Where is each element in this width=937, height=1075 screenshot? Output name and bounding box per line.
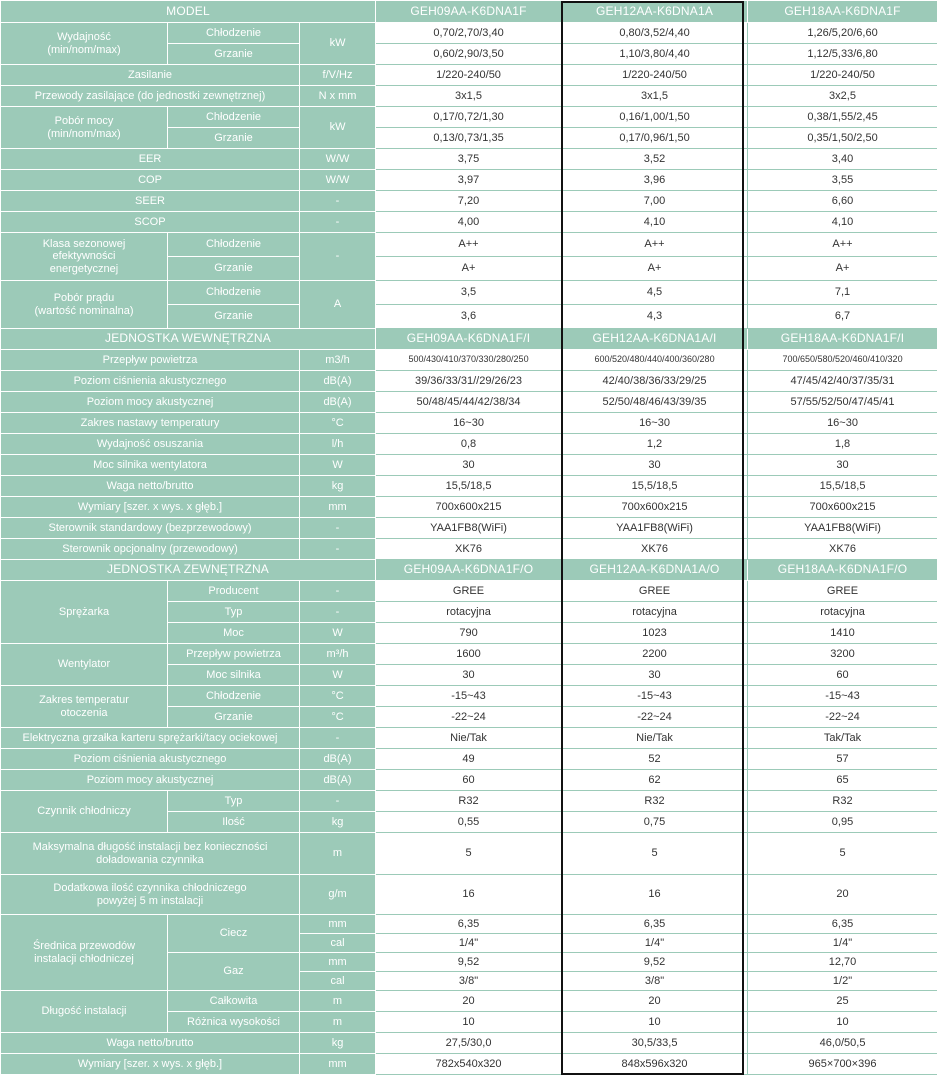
value-cell: 9,52 xyxy=(376,953,562,972)
value-cell: 0,17/0,72/1,30 xyxy=(376,107,562,128)
row-label: Maksymalna długość instalacji bez konieczności doładowania czynnika xyxy=(1,833,300,875)
row-label: EER xyxy=(1,149,300,170)
value-cell: 1,10/3,80/4,40 xyxy=(562,44,748,65)
value-cell: 700/650/580/520/460/410/320 xyxy=(748,350,937,371)
unit-cell: mm xyxy=(300,915,376,934)
row-label: Poziom mocy akustycznej xyxy=(1,770,300,791)
value-cell: 5 xyxy=(562,833,748,875)
value-cell: 700x600x215 xyxy=(562,497,748,518)
group-label: Średnica przewodów instalacji chłodniczej xyxy=(1,915,168,991)
row-label: Moc silnika wentylatora xyxy=(1,455,300,476)
value-cell: 5 xyxy=(748,833,937,875)
value-cell: XK76 xyxy=(562,539,748,560)
row-label: Poziom ciśnienia akustycznego xyxy=(1,749,300,770)
sub-label: Moc xyxy=(168,623,300,644)
sub-label: Grzanie xyxy=(168,707,300,728)
group-label: Wentylator xyxy=(1,644,168,686)
value-cell: 1,2 xyxy=(562,434,748,455)
value-cell: 15,5/18,5 xyxy=(748,476,937,497)
value-cell: YAA1FB8(WiFi) xyxy=(748,518,937,539)
value-cell: Nie/Tak xyxy=(562,728,748,749)
unit-cell: °C xyxy=(300,413,376,434)
unit-cell: - xyxy=(300,212,376,233)
value-cell: rotacyjna xyxy=(562,602,748,623)
unit-cell: - xyxy=(300,191,376,212)
value-cell: 700x600x215 xyxy=(376,497,562,518)
value-cell: 0,60/2,90/3,50 xyxy=(376,44,562,65)
group-label: Zakres temperatur otoczenia xyxy=(1,686,168,728)
value-cell: 0,80/3,52/4,40 xyxy=(562,23,748,44)
unit-cell: kW xyxy=(300,23,376,65)
sub-label: Różnica wysokości xyxy=(168,1012,300,1033)
value-cell: -15~43 xyxy=(376,686,562,707)
value-cell: A+ xyxy=(748,257,937,281)
value-cell: 1410 xyxy=(748,623,937,644)
value-cell: -22~24 xyxy=(748,707,937,728)
value-cell: 3200 xyxy=(748,644,937,665)
sub-label: Typ xyxy=(168,602,300,623)
unit-cell: m3/h xyxy=(300,350,376,371)
value-cell: 848x596x320 xyxy=(562,1054,748,1075)
value-cell: -15~43 xyxy=(748,686,937,707)
model-name-3: GEH18AA-K6DNA1F xyxy=(748,1,937,23)
value-cell: 7,00 xyxy=(562,191,748,212)
value-cell: A++ xyxy=(376,233,562,257)
sub-label: Chłodzenie xyxy=(168,23,300,44)
value-cell: 10 xyxy=(376,1012,562,1033)
section-header-label: MODEL xyxy=(1,1,376,23)
unit-cell: cal xyxy=(300,934,376,953)
value-cell: 16~30 xyxy=(376,413,562,434)
group-label: Wydajność (min/nom/max) xyxy=(1,23,168,65)
row-label: Przepływ powietrza xyxy=(1,350,300,371)
value-cell: 6,35 xyxy=(376,915,562,934)
value-cell: 0,17/0,96/1,50 xyxy=(562,128,748,149)
unit-cell: A xyxy=(300,281,376,329)
unit-cell: m xyxy=(300,1012,376,1033)
value-cell: 30 xyxy=(748,455,937,476)
value-cell: 1/220-240/50 xyxy=(562,65,748,86)
sub-label: Moc silnika xyxy=(168,665,300,686)
value-cell: 16~30 xyxy=(562,413,748,434)
value-cell: 3,55 xyxy=(748,170,937,191)
value-cell: YAA1FB8(WiFi) xyxy=(376,518,562,539)
value-cell: 1/220-240/50 xyxy=(376,65,562,86)
value-cell: 2200 xyxy=(562,644,748,665)
value-cell: 3/8" xyxy=(376,972,562,991)
value-cell: 49 xyxy=(376,749,562,770)
row-label: Sterownik opcjonalny (przewodowy) xyxy=(1,539,300,560)
value-cell: 3,6 xyxy=(376,305,562,329)
unit-cell: °C xyxy=(300,686,376,707)
group-label: Klasa sezonowej efektywności energetycznej xyxy=(1,233,168,281)
value-cell: rotacyjna xyxy=(376,602,562,623)
unit-cell: - xyxy=(300,233,376,281)
value-cell: 60 xyxy=(376,770,562,791)
value-cell: 1,8 xyxy=(748,434,937,455)
value-cell: 1600 xyxy=(376,644,562,665)
value-cell: 47/45/42/40/37/35/31 xyxy=(748,371,937,392)
value-cell: 4,10 xyxy=(748,212,937,233)
value-cell: 10 xyxy=(748,1012,937,1033)
unit-cell: g/m xyxy=(300,875,376,915)
value-cell: -22~24 xyxy=(562,707,748,728)
unit-cell: dB(A) xyxy=(300,770,376,791)
unit-cell: - xyxy=(300,791,376,812)
value-cell: GREE xyxy=(376,581,562,602)
value-cell: A++ xyxy=(562,233,748,257)
value-cell: 46,0/50,5 xyxy=(748,1033,937,1054)
unit-cell: cal xyxy=(300,972,376,991)
value-cell: 7,20 xyxy=(376,191,562,212)
value-cell: R32 xyxy=(562,791,748,812)
value-cell: 965×700×396 xyxy=(748,1054,937,1075)
value-cell: 10 xyxy=(562,1012,748,1033)
unit-cell: kg xyxy=(300,1033,376,1054)
value-cell: 7,1 xyxy=(748,281,937,305)
group-label: Pobór mocy (min/nom/max) xyxy=(1,107,168,149)
sub-label: Grzanie xyxy=(168,44,300,65)
value-cell: YAA1FB8(WiFi) xyxy=(562,518,748,539)
unit-cell: l/h xyxy=(300,434,376,455)
value-cell: 4,5 xyxy=(562,281,748,305)
group-label: Sprężarka xyxy=(1,581,168,644)
value-cell: 3,96 xyxy=(562,170,748,191)
value-cell: Tak/Tak xyxy=(748,728,937,749)
unit-cell: dB(A) xyxy=(300,749,376,770)
unit-cell: W xyxy=(300,623,376,644)
row-label: COP xyxy=(1,170,300,191)
row-label: Zasilanie xyxy=(1,65,300,86)
value-cell: 52 xyxy=(562,749,748,770)
row-label: Waga netto/brutto xyxy=(1,1033,300,1054)
unit-cell: - xyxy=(300,581,376,602)
value-cell: 52/50/48/46/43/39/35 xyxy=(562,392,748,413)
value-cell: A++ xyxy=(748,233,937,257)
value-cell: A+ xyxy=(376,257,562,281)
value-cell: 0,35/1,50/2,50 xyxy=(748,128,937,149)
value-cell: 1/2" xyxy=(748,972,937,991)
value-cell: 5 xyxy=(376,833,562,875)
value-cell: 16 xyxy=(562,875,748,915)
value-cell: 1/220-240/50 xyxy=(748,65,937,86)
value-cell: 4,10 xyxy=(562,212,748,233)
value-cell: 1023 xyxy=(562,623,748,644)
value-cell: 30 xyxy=(562,455,748,476)
value-cell: 0,70/2,70/3,40 xyxy=(376,23,562,44)
value-cell: 16 xyxy=(376,875,562,915)
value-cell: XK76 xyxy=(376,539,562,560)
value-cell: 62 xyxy=(562,770,748,791)
value-cell: 57 xyxy=(748,749,937,770)
unit-cell: kW xyxy=(300,107,376,149)
model-name-1: GEH09AA-K6DNA1F xyxy=(376,1,562,23)
value-cell: 20 xyxy=(748,875,937,915)
value-cell: 700x600x215 xyxy=(748,497,937,518)
value-cell: 4,00 xyxy=(376,212,562,233)
unit-cell: W/W xyxy=(300,149,376,170)
sub-label: Gaz xyxy=(168,953,300,991)
value-cell: 1/4" xyxy=(748,934,937,953)
value-cell: 3/8" xyxy=(562,972,748,991)
unit-cell: °C xyxy=(300,707,376,728)
value-cell: 30 xyxy=(562,665,748,686)
model-name-3: GEH18AA-K6DNA1F/I xyxy=(748,329,937,350)
value-cell: R32 xyxy=(376,791,562,812)
unit-cell: f/V/Hz xyxy=(300,65,376,86)
value-cell: 0,55 xyxy=(376,812,562,833)
value-cell: 3,52 xyxy=(562,149,748,170)
sub-label: Producent xyxy=(168,581,300,602)
row-label: Wymiary [szer. x wys. x głęb.] xyxy=(1,497,300,518)
sub-label: Chłodzenie xyxy=(168,233,300,257)
value-cell: 1,12/5,33/6,80 xyxy=(748,44,937,65)
row-label: Przewody zasilające (do jednostki zewnętrznej) xyxy=(1,86,300,107)
value-cell: 500/430/410/370/330/280/250 xyxy=(376,350,562,371)
sub-label: Typ xyxy=(168,791,300,812)
unit-cell: kg xyxy=(300,812,376,833)
value-cell: 0,75 xyxy=(562,812,748,833)
unit-cell: kg xyxy=(300,476,376,497)
value-cell: A+ xyxy=(562,257,748,281)
value-cell: GREE xyxy=(748,581,937,602)
row-label: Poziom ciśnienia akustycznego xyxy=(1,371,300,392)
value-cell: Nie/Tak xyxy=(376,728,562,749)
model-name-2: GEH12AA-K6DNA1A/O xyxy=(562,560,748,581)
value-cell: 6,60 xyxy=(748,191,937,212)
value-cell: 0,8 xyxy=(376,434,562,455)
unit-cell: N x mm xyxy=(300,86,376,107)
unit-cell: - xyxy=(300,728,376,749)
group-label: Pobór prądu (wartość nominalna) xyxy=(1,281,168,329)
value-cell: 30 xyxy=(376,455,562,476)
row-label: Poziom mocy akustycznej xyxy=(1,392,300,413)
value-cell: GREE xyxy=(562,581,748,602)
value-cell: 6,35 xyxy=(562,915,748,934)
unit-cell: dB(A) xyxy=(300,371,376,392)
value-cell: XK76 xyxy=(748,539,937,560)
value-cell: 600/520/480/440/400/360/280 xyxy=(562,350,748,371)
sub-label: Grzanie xyxy=(168,257,300,281)
section-header-label: JEDNOSTKA ZEWNĘTRZNA xyxy=(1,560,376,581)
value-cell: -22~24 xyxy=(376,707,562,728)
model-name-2: GEH12AA-K6DNA1A xyxy=(562,1,748,23)
value-cell: 782x540x320 xyxy=(376,1054,562,1075)
row-label: Dodatkowa ilość czynnika chłodniczego powyżej 5 m instalacji xyxy=(1,875,300,915)
value-cell: 6,35 xyxy=(748,915,937,934)
row-label: Zakres nastawy temperatury xyxy=(1,413,300,434)
value-cell: 3,40 xyxy=(748,149,937,170)
sub-label: Całkowita xyxy=(168,991,300,1012)
unit-cell: mm xyxy=(300,1054,376,1075)
value-cell: 0,16/1,00/1,50 xyxy=(562,107,748,128)
model-name-1: GEH09AA-K6DNA1F/I xyxy=(376,329,562,350)
value-cell: 12,70 xyxy=(748,953,937,972)
value-cell: 9,52 xyxy=(562,953,748,972)
unit-cell: - xyxy=(300,518,376,539)
value-cell: 20 xyxy=(562,991,748,1012)
unit-cell: W xyxy=(300,455,376,476)
value-cell: 60 xyxy=(748,665,937,686)
value-cell: 3x1,5 xyxy=(562,86,748,107)
value-cell: 27,5/30,0 xyxy=(376,1033,562,1054)
sub-label: Przepływ powietrza xyxy=(168,644,300,665)
value-cell: 30,5/33,5 xyxy=(562,1033,748,1054)
model-name-1: GEH09AA-K6DNA1F/O xyxy=(376,560,562,581)
value-cell: 3,5 xyxy=(376,281,562,305)
value-cell: 25 xyxy=(748,991,937,1012)
sub-label: Ciecz xyxy=(168,915,300,953)
section-header-label: JEDNOSTKA WEWNĘTRZNA xyxy=(1,329,376,350)
row-label: Wymiary [szer. x wys. x głęb.] xyxy=(1,1054,300,1075)
value-cell: 57/55/52/50/47/45/41 xyxy=(748,392,937,413)
value-cell: rotacyjna xyxy=(748,602,937,623)
row-label: Sterownik standardowy (bezprzewodowy) xyxy=(1,518,300,539)
unit-cell: - xyxy=(300,539,376,560)
row-label: SEER xyxy=(1,191,300,212)
value-cell: 1/4" xyxy=(562,934,748,953)
group-label: Długość instalacji xyxy=(1,991,168,1033)
unit-cell: W xyxy=(300,665,376,686)
model-name-2: GEH12AA-K6DNA1A/I xyxy=(562,329,748,350)
value-cell: R32 xyxy=(748,791,937,812)
value-cell: 20 xyxy=(376,991,562,1012)
value-cell: -15~43 xyxy=(562,686,748,707)
value-cell: 1/4" xyxy=(376,934,562,953)
unit-cell: dB(A) xyxy=(300,392,376,413)
row-label: Wydajność osuszania xyxy=(1,434,300,455)
unit-cell: mm xyxy=(300,953,376,972)
value-cell: 790 xyxy=(376,623,562,644)
value-cell: 15,5/18,5 xyxy=(376,476,562,497)
value-cell: 1,26/5,20/6,60 xyxy=(748,23,937,44)
sub-label: Chłodzenie xyxy=(168,281,300,305)
value-cell: 50/48/45/44/42/38/34 xyxy=(376,392,562,413)
value-cell: 42/40/38/36/33/29/25 xyxy=(562,371,748,392)
row-label: Elektryczna grzałka karteru sprężarki/tacy ociekowej xyxy=(1,728,300,749)
value-cell: 4,3 xyxy=(562,305,748,329)
sub-label: Chłodzenie xyxy=(168,686,300,707)
value-cell: 65 xyxy=(748,770,937,791)
unit-cell: mm xyxy=(300,497,376,518)
value-cell: 30 xyxy=(376,665,562,686)
value-cell: 3,97 xyxy=(376,170,562,191)
unit-cell: m xyxy=(300,991,376,1012)
value-cell: 39/36/33/31//29/26/23 xyxy=(376,371,562,392)
unit-cell: m³/h xyxy=(300,644,376,665)
unit-cell: - xyxy=(300,602,376,623)
sub-label: Grzanie xyxy=(168,128,300,149)
value-cell: 16~30 xyxy=(748,413,937,434)
row-label: SCOP xyxy=(1,212,300,233)
value-cell: 6,7 xyxy=(748,305,937,329)
value-cell: 0,13/0,73/1,35 xyxy=(376,128,562,149)
model-name-3: GEH18AA-K6DNA1F/O xyxy=(748,560,937,581)
sub-label: Grzanie xyxy=(168,305,300,329)
value-cell: 0,95 xyxy=(748,812,937,833)
value-cell: 0,38/1,55/2,45 xyxy=(748,107,937,128)
unit-cell: W/W xyxy=(300,170,376,191)
group-label: Czynnik chłodniczy xyxy=(1,791,168,833)
sub-label: Chłodzenie xyxy=(168,107,300,128)
sub-label: Ilość xyxy=(168,812,300,833)
unit-cell: m xyxy=(300,833,376,875)
value-cell: 3x1,5 xyxy=(376,86,562,107)
row-label: Waga netto/brutto xyxy=(1,476,300,497)
value-cell: 3x2,5 xyxy=(748,86,937,107)
value-cell: 15,5/18,5 xyxy=(562,476,748,497)
value-cell: 3,75 xyxy=(376,149,562,170)
